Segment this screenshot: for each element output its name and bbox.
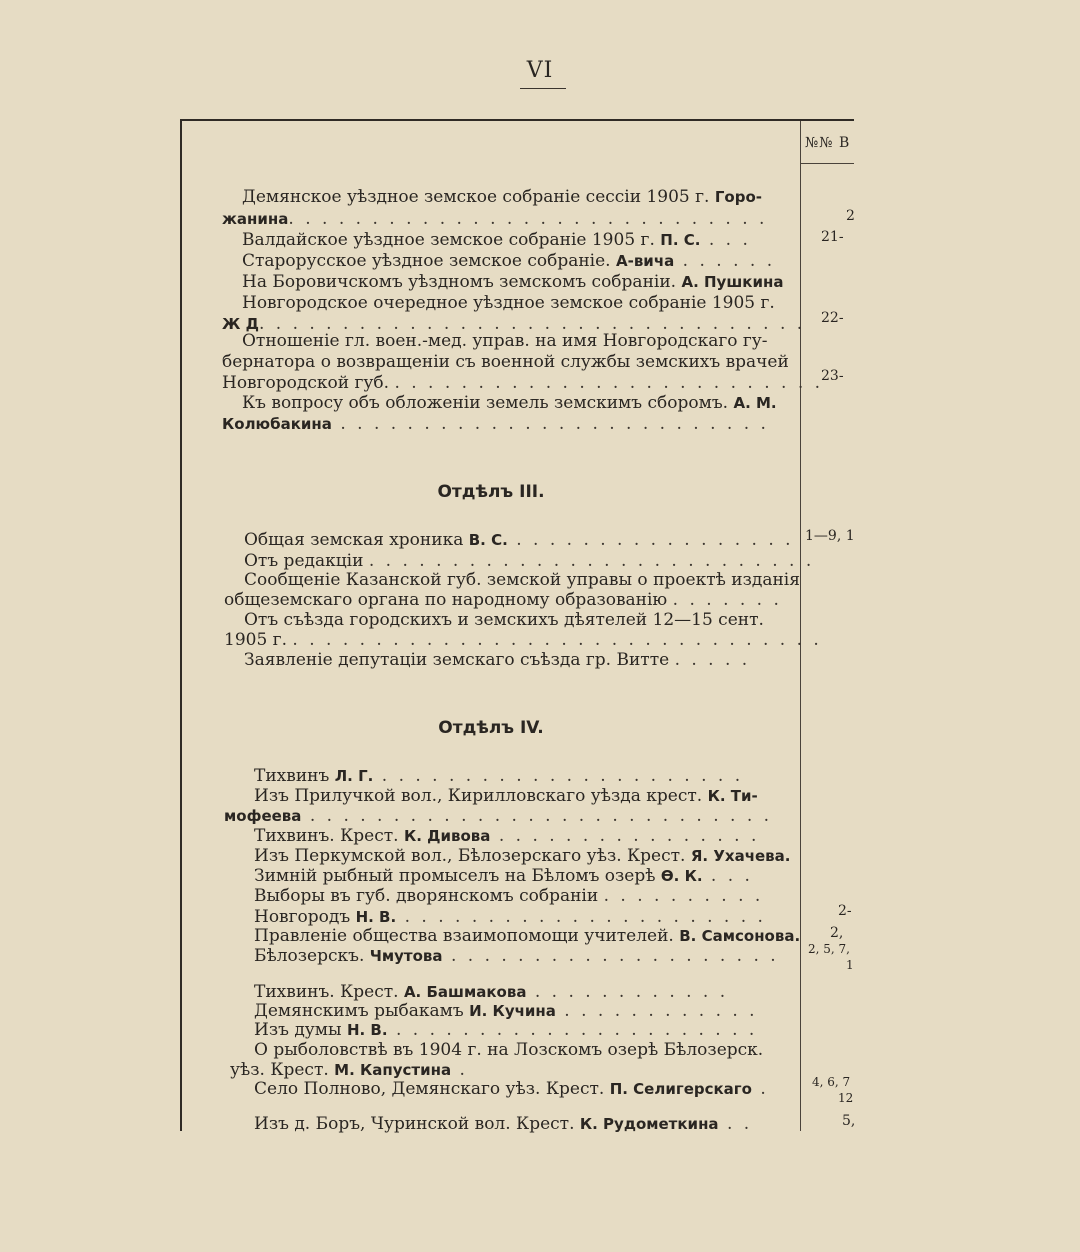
- toc-line: Изъ Перкумской вол., Бѣлозерскаго уѣз. Крест. Я. Ухачева.: [254, 846, 791, 866]
- margin-page-number: 5,: [842, 1113, 856, 1129]
- toc-line: уѣз. Крест. М. Капустина .: [230, 1060, 468, 1080]
- margin-page-number: 23-: [821, 368, 844, 384]
- toc-line: Ж Д. . . . . . . . . . . . . . . . . . . . . . . . . . . . . . . . .: [222, 314, 806, 334]
- toc-line: Общая земская хроника В. С. . . . . . . . . . . . . . . . . .: [244, 530, 794, 550]
- toc-line: Изъ думы Н. В. . . . . . . . . . . . . . . . . . . . . . .: [254, 1020, 758, 1040]
- toc-line: Демянское уѣздное земское собраніе сессіи 1905 г. Горо-: [242, 187, 762, 207]
- toc-line: 1905 г. . . . . . . . . . . . . . . . . . . . . . . . . . . . . . . . .: [224, 630, 822, 650]
- toc-line: Демянскимъ рыбакамъ И. Кучина . . . . . . . . . . . .: [254, 1001, 758, 1021]
- page-number: VI: [526, 58, 554, 83]
- table-frame-left: [180, 119, 182, 1131]
- toc-line: Село Полново, Демянскаго уѣз. Крест. П. Селигерскаго .: [254, 1079, 769, 1099]
- toc-line: Изъ д. Боръ, Чуринской вол. Крест. К. Рудометкина . .: [254, 1114, 753, 1134]
- table-frame-top: [180, 119, 854, 121]
- margin-page-number: 1—9, 1: [805, 528, 855, 544]
- toc-line: Тихвинъ Л. Г. . . . . . . . . . . . . . . . . . . . . . .: [254, 766, 744, 786]
- toc-line: бернатора о возвращеніи съ военной службы земскихъ врачей: [222, 352, 789, 372]
- toc-line: Новгородское очередное уѣздное земское собраніе 1905 г.: [242, 293, 775, 313]
- toc-line: Отношеніе гл. воен.-мед. управ. на имя Новгородскаго гу-: [242, 331, 768, 351]
- toc-line: Отъ редакціи . . . . . . . . . . . . . . . . . . . . . . . . . . .: [244, 551, 815, 571]
- column-header: №№ В: [805, 135, 851, 151]
- toc-line: Правленіе общества взаимопомощи учителей. В. Самсонова.: [254, 926, 801, 946]
- toc-line: Зимній рыбный промыселъ на Бѣломъ озерѣ Ѳ. К. . . .: [254, 866, 753, 886]
- toc-line: Бѣлозерскъ. Чмутова . . . . . . . . . . . . . . . . . . . .: [254, 946, 779, 966]
- margin-page-number: 12: [838, 1091, 854, 1105]
- margin-page-number: 22-: [821, 310, 844, 326]
- section-title: Отдѣлъ IV.: [438, 718, 544, 738]
- margin-page-number: 2: [846, 208, 855, 224]
- margin-page-number: 2,: [830, 925, 844, 941]
- toc-line: Къ вопросу объ обложеніи земель земскимъ сборомъ. А. М.: [242, 393, 777, 413]
- toc-line: Отъ съѣзда городскихъ и земскихъ дѣятелей 12—15 сент.: [244, 610, 764, 630]
- toc-line: Новгородской губ. . . . . . . . . . . . . . . . . . . . . . . . . . .: [222, 373, 824, 393]
- column-header-rule: [801, 163, 854, 164]
- page-number-rule: [520, 88, 566, 89]
- toc-line: О рыболовствѣ въ 1904 г. на Лозскомъ озерѣ Бѣлозерск.: [254, 1040, 764, 1060]
- toc-line: Заявленіе депутаціи земскаго съѣзда гр. Витте . . . . .: [244, 650, 751, 670]
- toc-line: Старорусское уѣздное земское собраніе. А-вича . . . . . .: [242, 251, 776, 271]
- toc-line: Валдайское уѣздное земское собраніе 1905 г. П. С. . . .: [242, 230, 751, 250]
- toc-line: Выборы въ губ. дворянскомъ собраніи . . . . . . . . . .: [254, 886, 764, 906]
- toc-line: Сообщеніе Казанской губ. земской управы о проектѣ изданія: [244, 570, 800, 590]
- toc-line: Изъ Прилучкой вол., Кирилловскаго уѣзда крест. К. Ти-: [254, 786, 758, 806]
- margin-page-number: 1: [846, 958, 854, 972]
- toc-line: Тихвинъ. Крест. К. Дивова . . . . . . . . . . . . . . . .: [254, 826, 760, 846]
- section-title: Отдѣлъ III.: [437, 482, 545, 502]
- margin-page-number: 4, 6, 7: [812, 1075, 851, 1089]
- toc-line: жанина. . . . . . . . . . . . . . . . . . . . . . . . . . . . .: [222, 209, 768, 229]
- toc-line: Новгородъ Н. В. . . . . . . . . . . . . . . . . . . . . . .: [254, 907, 766, 927]
- margin-page-number: 2, 5, 7,: [808, 942, 850, 956]
- toc-line: Колюбакина . . . . . . . . . . . . . . . . . . . . . . . . . .: [222, 414, 769, 434]
- table-column-divider: [800, 121, 801, 1131]
- toc-line: мофеева . . . . . . . . . . . . . . . . . . . . . . . . . . . .: [224, 806, 773, 826]
- toc-line: Тихвинъ. Крест. А. Башмакова . . . . . . . . . . . .: [254, 982, 729, 1002]
- toc-line: На Боровичскомъ уѣздномъ земскомъ собраніи. А. Пушкина: [242, 272, 784, 292]
- margin-page-number: 21-: [821, 229, 844, 245]
- margin-page-number: 2-: [838, 903, 852, 919]
- toc-line: общеземскаго органа по народному образованію . . . . . . .: [224, 590, 782, 610]
